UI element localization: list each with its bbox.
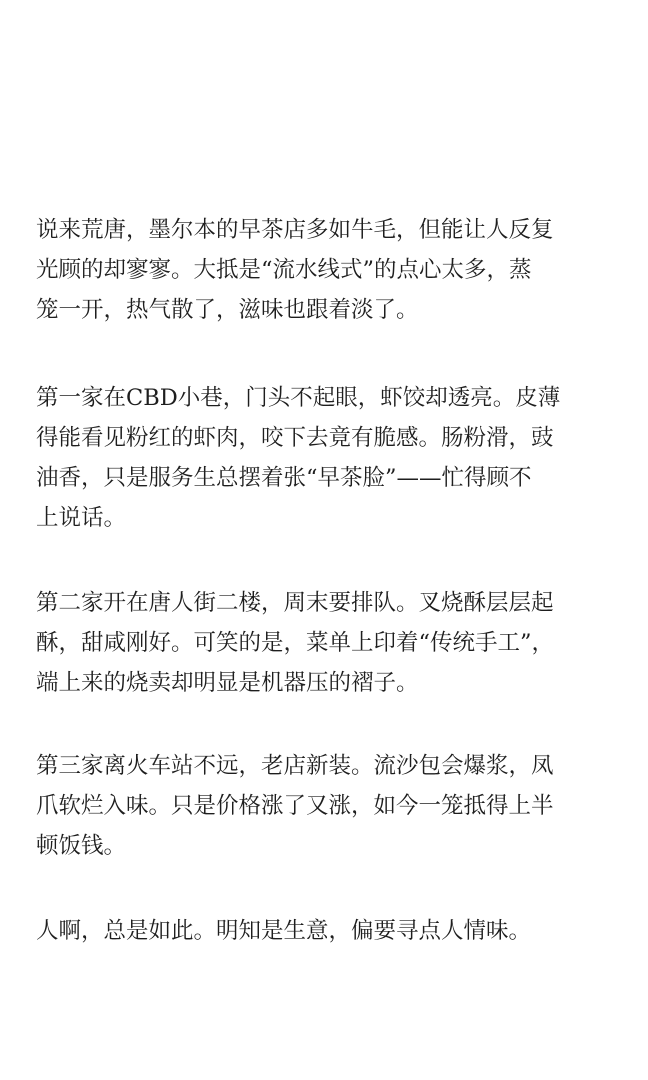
paragraph-third-shop: [36, 746, 622, 866]
text-line: 人啊，总是如此。明知是生意，偏要寻点人情味。: [36, 918, 532, 944]
paragraph-first-shop: [36, 378, 622, 538]
text-line: 第三家离火车站不远，老店新装。流沙包会爆浆，凤: [36, 753, 554, 779]
text-line: 光顾的却寥寥。大抵是“流水线式”的点心太多，蒸: [36, 257, 532, 283]
article-body: [36, 210, 622, 951]
text-line: 得能看见粉红的虾肉，咬下去竟有脆感。肠粉滑，豉: [36, 425, 554, 451]
text-line: 笼一开，热气散了，滋味也跟着淡了。: [36, 297, 419, 323]
text-line: 顿饭钱。: [36, 833, 127, 859]
text-line: 爪软烂入味。只是价格涨了又涨，如今一笼抵得上半: [36, 793, 554, 819]
text-line: 说来荒唐，墨尔本的早茶店多如牛毛，但能让人反复: [36, 217, 554, 243]
paragraph-intro: [36, 210, 622, 330]
text-line: 端上来的烧卖却明显是机器压的褶子。: [36, 670, 419, 696]
text-line: 油香，只是服务生总摆着张“早茶脸”——忙得顾不: [36, 465, 532, 491]
text-line: 第二家开在唐人街二楼，周末要排队。叉烧酥层层起: [36, 590, 554, 616]
paragraph-second-shop: [36, 583, 622, 703]
text-line: 酥，甜咸刚好。可笑的是，菜单上印着“传统手工”，: [36, 630, 555, 656]
text-line: 第一家在CBD小巷，门头不起眼，虾饺却透亮。皮薄: [36, 385, 561, 411]
text-line: 上说话。: [36, 505, 127, 531]
paragraph-conclusion: [36, 911, 622, 951]
